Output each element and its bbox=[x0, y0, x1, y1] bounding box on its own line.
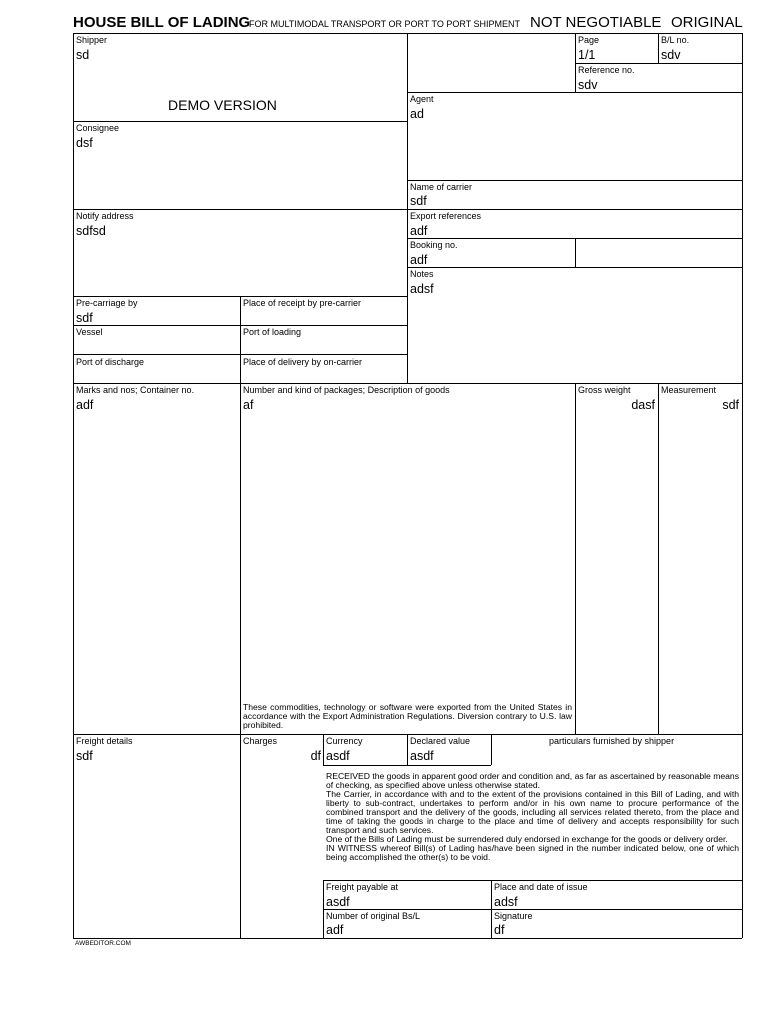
freight-payable-field[interactable]: asdf bbox=[326, 895, 350, 909]
bl-no-field[interactable]: sdv bbox=[661, 48, 681, 62]
currency-label: Currency bbox=[326, 736, 363, 746]
terms-paragraph: RECEIVED the goods in apparent good order and condition and, as far as ascertained by reasonable means of checking, as specified above unless otherwise stated. bbox=[326, 771, 739, 790]
footer-brand: AWBEDITOR.COM bbox=[75, 940, 131, 947]
agent-field[interactable]: ad bbox=[410, 107, 424, 121]
shipper-field[interactable]: sd bbox=[76, 48, 90, 62]
gross-weight-field[interactable]: dasf bbox=[631, 398, 655, 412]
pre-carriage-field[interactable]: sdf bbox=[76, 311, 93, 325]
document-title: HOUSE BILL OF LADING bbox=[73, 14, 251, 31]
charges-field[interactable]: df bbox=[310, 749, 321, 763]
terms-paragraph: One of the Bills of Lading must be surrendered duly endorsed in exchange for the goods or delivery order. bbox=[326, 834, 728, 844]
signature-field[interactable]: df bbox=[494, 923, 505, 937]
place-date-issue-label: Place and date of issue bbox=[494, 882, 588, 892]
particulars-note: particulars furnished by shipper bbox=[549, 736, 675, 746]
page-label: Page bbox=[578, 35, 600, 45]
port-of-discharge-label: Port of discharge bbox=[76, 357, 145, 367]
gross-weight-label: Gross weight bbox=[578, 385, 631, 395]
received-terms bbox=[326, 772, 739, 862]
place-date-issue-field[interactable]: adsf bbox=[494, 895, 518, 909]
shipper-label: Shipper bbox=[76, 35, 108, 45]
demo-watermark: DEMO VERSION bbox=[168, 97, 277, 113]
export-references-label: Export references bbox=[410, 211, 482, 221]
description-label: Number and kind of packages; Description of goods bbox=[243, 385, 450, 395]
original-label: ORIGINAL bbox=[671, 14, 743, 31]
measurement-field[interactable]: sdf bbox=[722, 398, 739, 412]
bl-no-label: B/L no. bbox=[661, 35, 690, 45]
currency-field[interactable]: asdf bbox=[326, 749, 350, 763]
declared-value-field[interactable]: asdf bbox=[410, 749, 434, 763]
marks-field[interactable]: adf bbox=[76, 398, 94, 412]
declared-value-label: Declared value bbox=[410, 736, 471, 746]
document-subtitle: FOR MULTIMODAL TRANSPORT OR PORT TO PORT SHIPMENT bbox=[249, 19, 521, 29]
not-negotiable-label: NOT NEGOTIABLE bbox=[530, 14, 662, 31]
terms-paragraph: IN WITNESS whereof Bill(s) of Lading has/have been signed in the number indicated below, one of which being accomplished the other(s) to be void. bbox=[326, 843, 739, 862]
vessel-label: Vessel bbox=[76, 327, 103, 337]
export-notice: These commodities, technology or software were exported from the United States in accordance with the Export Administration Regulations. Diversion contrary to U.S. law prohibited. bbox=[243, 702, 572, 730]
reference-field[interactable]: sdv bbox=[578, 78, 598, 92]
place-of-delivery-label: Place of delivery by on-carrier bbox=[243, 357, 363, 367]
freight-payable-label: Freight payable at bbox=[326, 882, 399, 892]
agent-label: Agent bbox=[410, 94, 434, 104]
port-of-loading-label: Port of loading bbox=[243, 327, 302, 337]
place-of-receipt-label: Place of receipt by pre-carrier bbox=[243, 298, 362, 308]
original-count-field[interactable]: adf bbox=[326, 923, 344, 937]
measurement-label: Measurement bbox=[661, 385, 717, 395]
terms-paragraph: The Carrier, in accordance with and to the extent of the provisions contained in this Bill of Lading, and with liberty to sub-contract, undertakes to perform and/or in his own name to procure performance of the combined transport and the delivery of the goods, including all services related thereto, from the place and time of taking the goods in charge to the place and time of delivery and accepts responsibility for such transport and such services. bbox=[326, 789, 739, 835]
charges-label: Charges bbox=[243, 736, 278, 746]
export-references-field[interactable]: adf bbox=[410, 224, 428, 238]
marks-label: Marks and nos; Container no. bbox=[76, 385, 195, 395]
freight-details-field[interactable]: sdf bbox=[76, 749, 93, 763]
booking-field[interactable]: adf bbox=[410, 253, 428, 267]
description-field[interactable]: af bbox=[243, 398, 254, 412]
freight-details-label: Freight details bbox=[76, 736, 133, 746]
notify-address-label: Notify address bbox=[76, 211, 134, 221]
page-field[interactable]: 1/1 bbox=[578, 48, 596, 62]
signature-label: Signature bbox=[494, 911, 533, 921]
notes-field[interactable]: adsf bbox=[410, 282, 434, 296]
booking-label: Booking no. bbox=[410, 240, 458, 250]
original-count-label: Number of original Bs/L bbox=[326, 911, 421, 921]
pre-carriage-label: Pre-carriage by bbox=[76, 298, 138, 308]
reference-label: Reference no. bbox=[578, 65, 635, 75]
notify-address-field[interactable]: sdfsd bbox=[76, 224, 106, 238]
carrier-label: Name of carrier bbox=[410, 182, 473, 192]
consignee-label: Consignee bbox=[76, 123, 120, 133]
consignee-field[interactable]: dsf bbox=[76, 136, 93, 150]
notes-label: Notes bbox=[410, 269, 434, 279]
carrier-field[interactable]: sdf bbox=[410, 194, 427, 208]
